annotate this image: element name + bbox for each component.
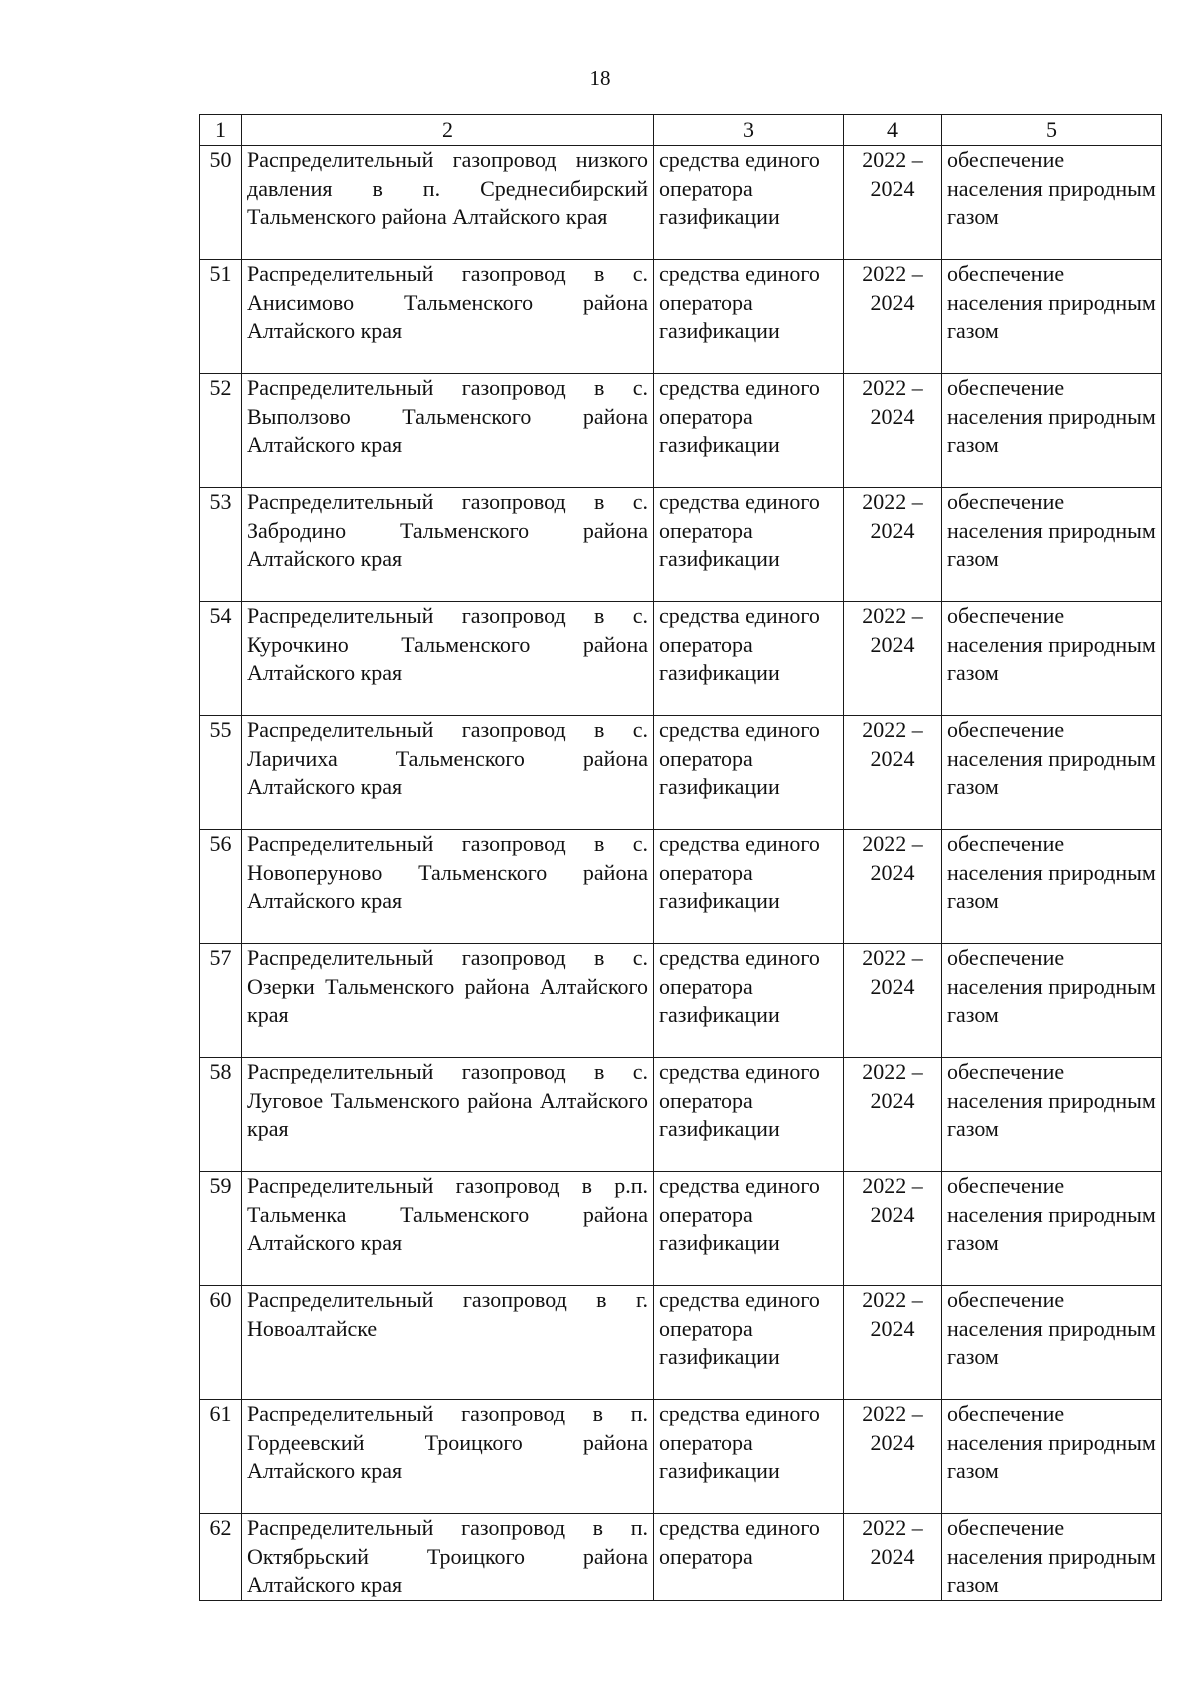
funding-source-cell: средства единого оператора газификации (654, 146, 844, 260)
object-name-cell: Распределительный газопровод низкого давления в п. Среднесибирский Тальменского района Алтайского края (242, 146, 654, 260)
object-name-cell: Распределительный газопровод в п. Октябрьский Троицкого района Алтайского края (242, 1514, 654, 1601)
purpose-cell: обеспечение населения природным газом (942, 602, 1162, 716)
implementation-term-cell: 2022 – 2024 (844, 1172, 942, 1286)
implementation-term-cell: 2022 – 2024 (844, 1400, 942, 1514)
funding-source-cell: средства единого оператора газификации (654, 260, 844, 374)
table-row (200, 602, 1162, 716)
row-number-cell: 51 (200, 260, 242, 374)
object-name-cell: Распределительный газопровод в п. Гордеевский Троицкого района Алтайского края (242, 1400, 654, 1514)
row-number-cell: 58 (200, 1058, 242, 1172)
implementation-term-cell: 2022 – 2024 (844, 488, 942, 602)
implementation-term-cell: 2022 – 2024 (844, 716, 942, 830)
header-col-2: 2 (242, 115, 654, 146)
table-row (200, 488, 1162, 602)
table-row (200, 146, 1162, 260)
row-number-cell: 55 (200, 716, 242, 830)
row-number-cell: 54 (200, 602, 242, 716)
purpose-cell: обеспечение населения природным газом (942, 374, 1162, 488)
implementation-term-cell: 2022 – 2024 (844, 374, 942, 488)
table-row (200, 716, 1162, 830)
row-number-cell: 50 (200, 146, 242, 260)
purpose-cell: обеспечение населения природным газом (942, 1514, 1162, 1601)
implementation-term-cell: 2022 – 2024 (844, 1514, 942, 1601)
object-name-cell: Распределительный газопровод в с. Озерки Тальменского района Алтайского края (242, 944, 654, 1058)
row-number-cell: 59 (200, 1172, 242, 1286)
funding-source-cell: средства единого оператора газификации (654, 830, 844, 944)
funding-source-cell: средства единого оператора газификации (654, 488, 844, 602)
purpose-cell: обеспечение населения природным газом (942, 716, 1162, 830)
header-col-1: 1 (200, 115, 242, 146)
table-row (200, 1172, 1162, 1286)
row-number-cell: 61 (200, 1400, 242, 1514)
object-name-cell: Распределительный газопровод в с. Забродино Тальменского района Алтайского края (242, 488, 654, 602)
purpose-cell: обеспечение населения природным газом (942, 1172, 1162, 1286)
table-header-row (200, 115, 1162, 146)
funding-source-cell: средства единого оператора газификации (654, 374, 844, 488)
table-row (200, 1400, 1162, 1514)
row-number-cell: 62 (200, 1514, 242, 1601)
implementation-term-cell: 2022 – 2024 (844, 260, 942, 374)
header-col-3: 3 (654, 115, 844, 146)
object-name-cell: Распределительный газопровод в г. Новоалтайске (242, 1286, 654, 1400)
table-row (200, 260, 1162, 374)
purpose-cell: обеспечение населения природным газом (942, 1286, 1162, 1400)
table-row (200, 374, 1162, 488)
implementation-term-cell: 2022 – 2024 (844, 602, 942, 716)
funding-source-cell: средства единого оператора (654, 1514, 844, 1601)
object-name-cell: Распределительный газопровод в с. Курочкино Тальменского района Алтайского края (242, 602, 654, 716)
purpose-cell: обеспечение населения природным газом (942, 830, 1162, 944)
object-name-cell: Распределительный газопровод в р.п. Тальменка Тальменского района Алтайского края (242, 1172, 654, 1286)
implementation-term-cell: 2022 – 2024 (844, 146, 942, 260)
row-number-cell: 56 (200, 830, 242, 944)
object-name-cell: Распределительный газопровод в с. Анисимово Тальменского района Алтайского края (242, 260, 654, 374)
object-name-cell: Распределительный газопровод в с. Выползово Тальменского района Алтайского края (242, 374, 654, 488)
table-row (200, 830, 1162, 944)
gas-pipeline-table (199, 114, 1162, 1601)
row-number-cell: 53 (200, 488, 242, 602)
object-name-cell: Распределительный газопровод в с. Новоперуново Тальменского района Алтайского края (242, 830, 654, 944)
header-col-5: 5 (942, 115, 1162, 146)
implementation-term-cell: 2022 – 2024 (844, 944, 942, 1058)
funding-source-cell: средства единого оператора газификации (654, 944, 844, 1058)
funding-source-cell: средства единого оператора газификации (654, 1172, 844, 1286)
purpose-cell: обеспечение населения природным газом (942, 260, 1162, 374)
implementation-term-cell: 2022 – 2024 (844, 830, 942, 944)
funding-source-cell: средства единого оператора газификации (654, 602, 844, 716)
purpose-cell: обеспечение населения природным газом (942, 1400, 1162, 1514)
row-number-cell: 57 (200, 944, 242, 1058)
row-number-cell: 60 (200, 1286, 242, 1400)
table-row (200, 944, 1162, 1058)
funding-source-cell: средства единого оператора газификации (654, 1058, 844, 1172)
row-number-cell: 52 (200, 374, 242, 488)
purpose-cell: обеспечение населения природным газом (942, 944, 1162, 1058)
table-body (200, 146, 1162, 1601)
object-name-cell: Распределительный газопровод в с. Ларичиха Тальменского района Алтайского края (242, 716, 654, 830)
table-row (200, 1514, 1162, 1601)
purpose-cell: обеспечение населения природным газом (942, 488, 1162, 602)
table-row (200, 1286, 1162, 1400)
funding-source-cell: средства единого оператора газификации (654, 716, 844, 830)
implementation-term-cell: 2022 – 2024 (844, 1286, 942, 1400)
funding-source-cell: средства единого оператора газификации (654, 1400, 844, 1514)
purpose-cell: обеспечение населения природным газом (942, 146, 1162, 260)
page-number: 18 (589, 66, 611, 90)
implementation-term-cell: 2022 – 2024 (844, 1058, 942, 1172)
funding-source-cell: средства единого оператора газификации (654, 1286, 844, 1400)
purpose-cell: обеспечение населения природным газом (942, 1058, 1162, 1172)
table-row (200, 1058, 1162, 1172)
object-name-cell: Распределительный газопровод в с. Луговое Тальменского района Алтайского края (242, 1058, 654, 1172)
header-col-4: 4 (844, 115, 942, 146)
